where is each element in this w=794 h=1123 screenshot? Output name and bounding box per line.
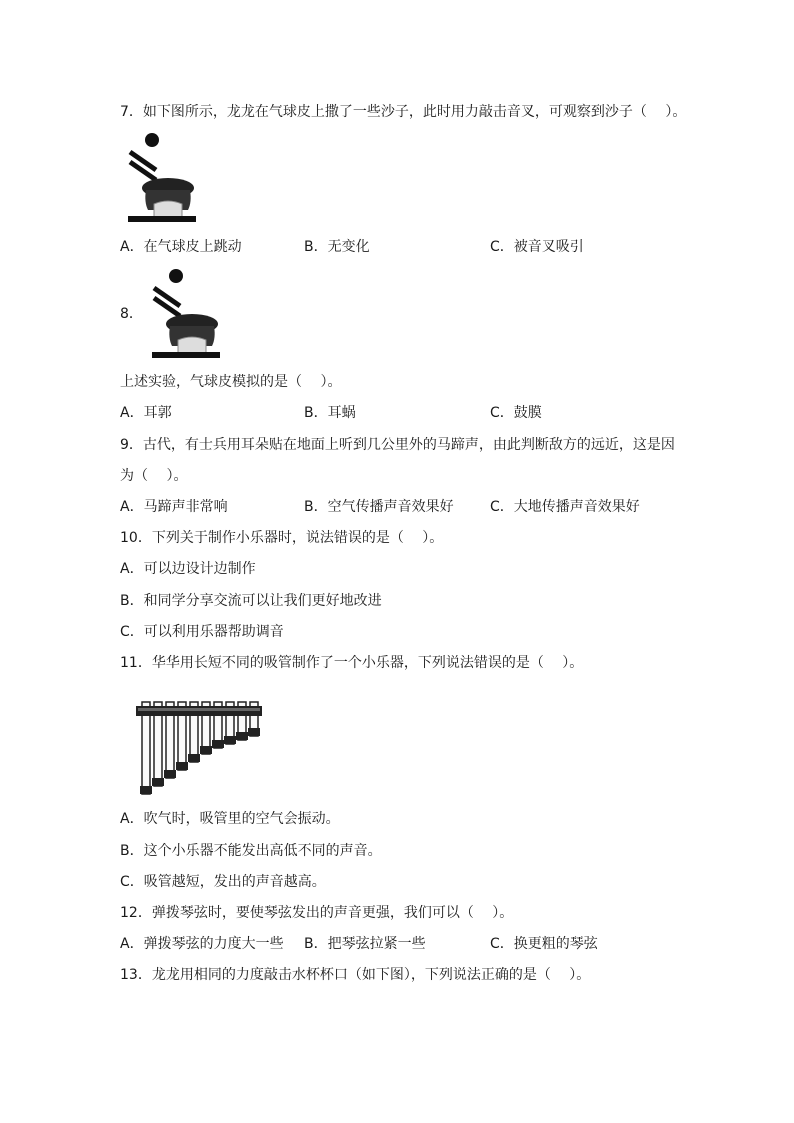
q9-option-a[interactable]: A．马蹄声非常响 (120, 499, 228, 515)
q7-option-b[interactable]: B．无变化 (304, 239, 370, 255)
q10-option-a[interactable]: A．可以边设计边制作 (120, 561, 256, 577)
q11-stem: 11．华华用长短不同的吸管制作了一个小乐器，下列说法错误的是（ ）。 (120, 655, 584, 671)
q11-option-c[interactable]: C．吸管越短，发出的声音越高。 (120, 874, 326, 890)
q12-option-a[interactable]: A．弹拨琴弦的力度大一些 (120, 936, 284, 952)
q12-stem: 12．弹拨琴弦时，要使琴弦发出的声音更强，我们可以（ ）。 (120, 905, 514, 921)
q8-stem: 上述实验，气球皮模拟的是（ ）。 (120, 374, 342, 390)
q10-stem: 10．下列关于制作小乐器时，说法错误的是（ ）。 (120, 530, 444, 546)
q10-option-c[interactable]: C．可以利用乐器帮助调音 (120, 624, 284, 640)
q11-option-a[interactable]: A．吹气时，吸管里的空气会振动。 (120, 811, 340, 827)
tuning-fork-balloon-figure-q7 (126, 130, 198, 226)
q10-option-b[interactable]: B．和同学分享交流可以让我们更好地改进 (120, 593, 382, 609)
straw-panpipe-figure (134, 692, 264, 800)
q11-option-b[interactable]: B．这个小乐器不能发出高低不同的声音。 (120, 843, 382, 859)
q9-stem-line2: 为（ ）。 (120, 468, 188, 484)
q7-option-a[interactable]: A．在气球皮上跳动 (120, 239, 242, 255)
q7-stem: 7．如下图所示，龙龙在气球皮上撒了一些沙子，此时用力敲击音叉，可观察到沙子（ ）。 (120, 104, 687, 120)
q9-option-b[interactable]: B．空气传播声音效果好 (304, 499, 454, 515)
q8-option-b[interactable]: B．耳蜗 (304, 405, 356, 421)
q13-stem: 13．龙龙用相同的力度敲击水杯杯口（如下图），下列说法正确的是（ ）。 (120, 967, 591, 983)
tuning-fork-balloon-figure-q8 (150, 266, 222, 362)
q7-option-c[interactable]: C．被音叉吸引 (490, 239, 584, 255)
q9-stem-line1: 9．古代，有士兵用耳朵贴在地面上听到几公里外的马蹄声，由此判断敌方的远近，这是因 (120, 437, 675, 453)
q8-option-a[interactable]: A．耳郭 (120, 405, 172, 421)
q8-number: 8． (120, 306, 143, 322)
q12-option-b[interactable]: B．把琴弦拉紧一些 (304, 936, 426, 952)
q8-option-c[interactable]: C．鼓膜 (490, 405, 542, 421)
q9-option-c[interactable]: C．大地传播声音效果好 (490, 499, 640, 515)
q12-option-c[interactable]: C．换更粗的琴弦 (490, 936, 598, 952)
